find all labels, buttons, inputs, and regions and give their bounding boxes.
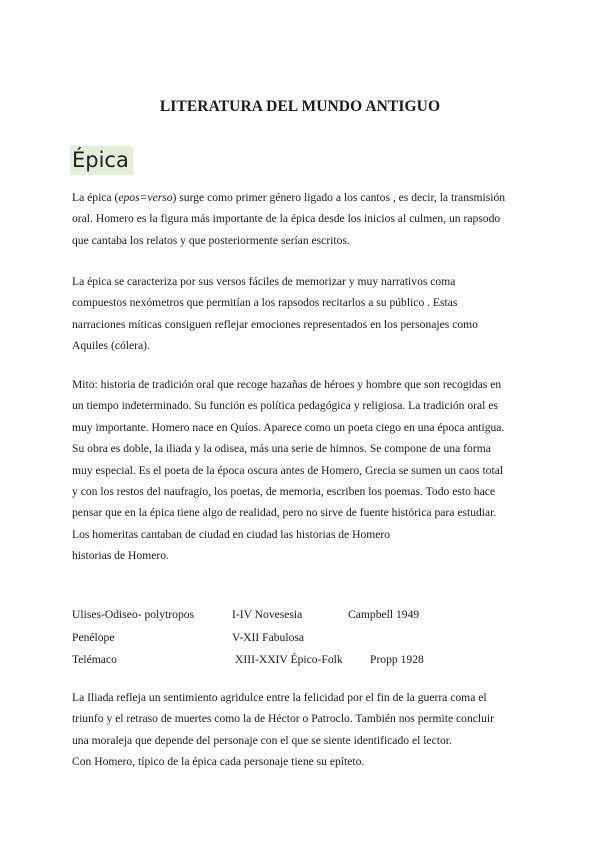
paragraph-myth <box>72 374 542 567</box>
table-cell: Ulises-Odiseo- polytropos <box>72 608 195 621</box>
table-row <box>72 649 542 672</box>
table-row <box>72 627 542 650</box>
italic-term: epos=verso <box>118 191 173 204</box>
paragraph-line: muy especial. Es el poeta de la época oscura antes de Homero, Grecia se sumen un caos total <box>72 463 504 477</box>
paragraph-line: Mito: historia de tradición oral que recoge hazañas de héroes y hombre que son recogidas en <box>72 378 502 391</box>
paragraph-line: La épica se caracteriza por sus versos fáciles de memorizar y muy narrativos coma <box>72 275 456 288</box>
paragraph-line: oral. Homero es la figura más importante de la épica desde los inicios al culmen, un rapsodo <box>72 212 501 226</box>
table-cell: Telémaco <box>72 653 117 666</box>
characters-table <box>72 604 542 672</box>
paragraph-characteristics <box>72 271 542 357</box>
paragraph-intro <box>72 187 542 251</box>
document-title: LITERATURA DEL MUNDO ANTIGUO <box>159 98 441 115</box>
paragraph-line: pensar que en la épica tiene algo de realidad, pero no sirve de fuente histórica para estudiar. <box>72 506 497 520</box>
paragraph-line: triunfo y el retraso de muertes como la de Héctor o Patroclo. También nos permite concluir <box>72 712 495 726</box>
paragraph-line: Con Homero, típico de la épica cada personaje tiene su epíteto. <box>72 755 365 769</box>
paragraph-line: y con los restos del naufragio, los poetas, de memoria, escriben los poemas. Todo esto hace <box>72 485 496 499</box>
section-heading-epica: Épica <box>70 146 133 175</box>
paragraph-line: La Iliada refleja un sentimiento agridulce entre la felicidad por el fin de la guerra coma el <box>72 691 487 704</box>
table-cell: Penélope <box>72 630 115 644</box>
paragraph-iliad <box>72 687 542 773</box>
table-cell: XIII-XXIV Épico-Folk <box>235 653 343 666</box>
paragraph-line: muy importante. Homero nace en Quíos. Aparece como un poeta ciego en una época antigua. <box>72 420 505 434</box>
paragraph-line: que cantaba los relatos y que posteriormente serían escritos. <box>72 233 350 247</box>
table-cell: V-XII Fabulosa <box>232 630 305 644</box>
paragraph-line: La épica (epos=verso) surge como primer género ligado a los cantos , es decir, la transmisión <box>72 191 506 204</box>
table-row <box>72 604 542 627</box>
paragraph-line: historias de Homero. <box>72 549 169 563</box>
table-cell: Campbell 1949 <box>348 608 420 621</box>
paragraph-line: una moraleja que depende del personaje con el que se siente identificado el lector. <box>72 733 452 747</box>
paragraph-line: compuestos nexómetros que permitían a los rapsodos recitarlos a su público . Estas <box>72 296 458 310</box>
paragraph-line: narraciones míticas consiguen reflejar emociones representados en los personajes como <box>72 317 478 331</box>
table-cell: Propp 1928 <box>370 653 424 666</box>
paragraph-line: Los homeritas cantaban de ciudad en ciudad las historias de Homero <box>72 527 391 541</box>
paragraph-line: un tiempo indeterminado. Su función es política pedagógica y religiosa. La tradición oral es <box>72 399 498 413</box>
table-cell: I-IV Novesesia <box>232 608 303 621</box>
paragraph-line: Aquiles (cólera). <box>72 339 150 353</box>
paragraph-line: Su obra es doble, la iliada y la odisea, más una serie de himnos. Se compone de una forma <box>72 442 491 456</box>
